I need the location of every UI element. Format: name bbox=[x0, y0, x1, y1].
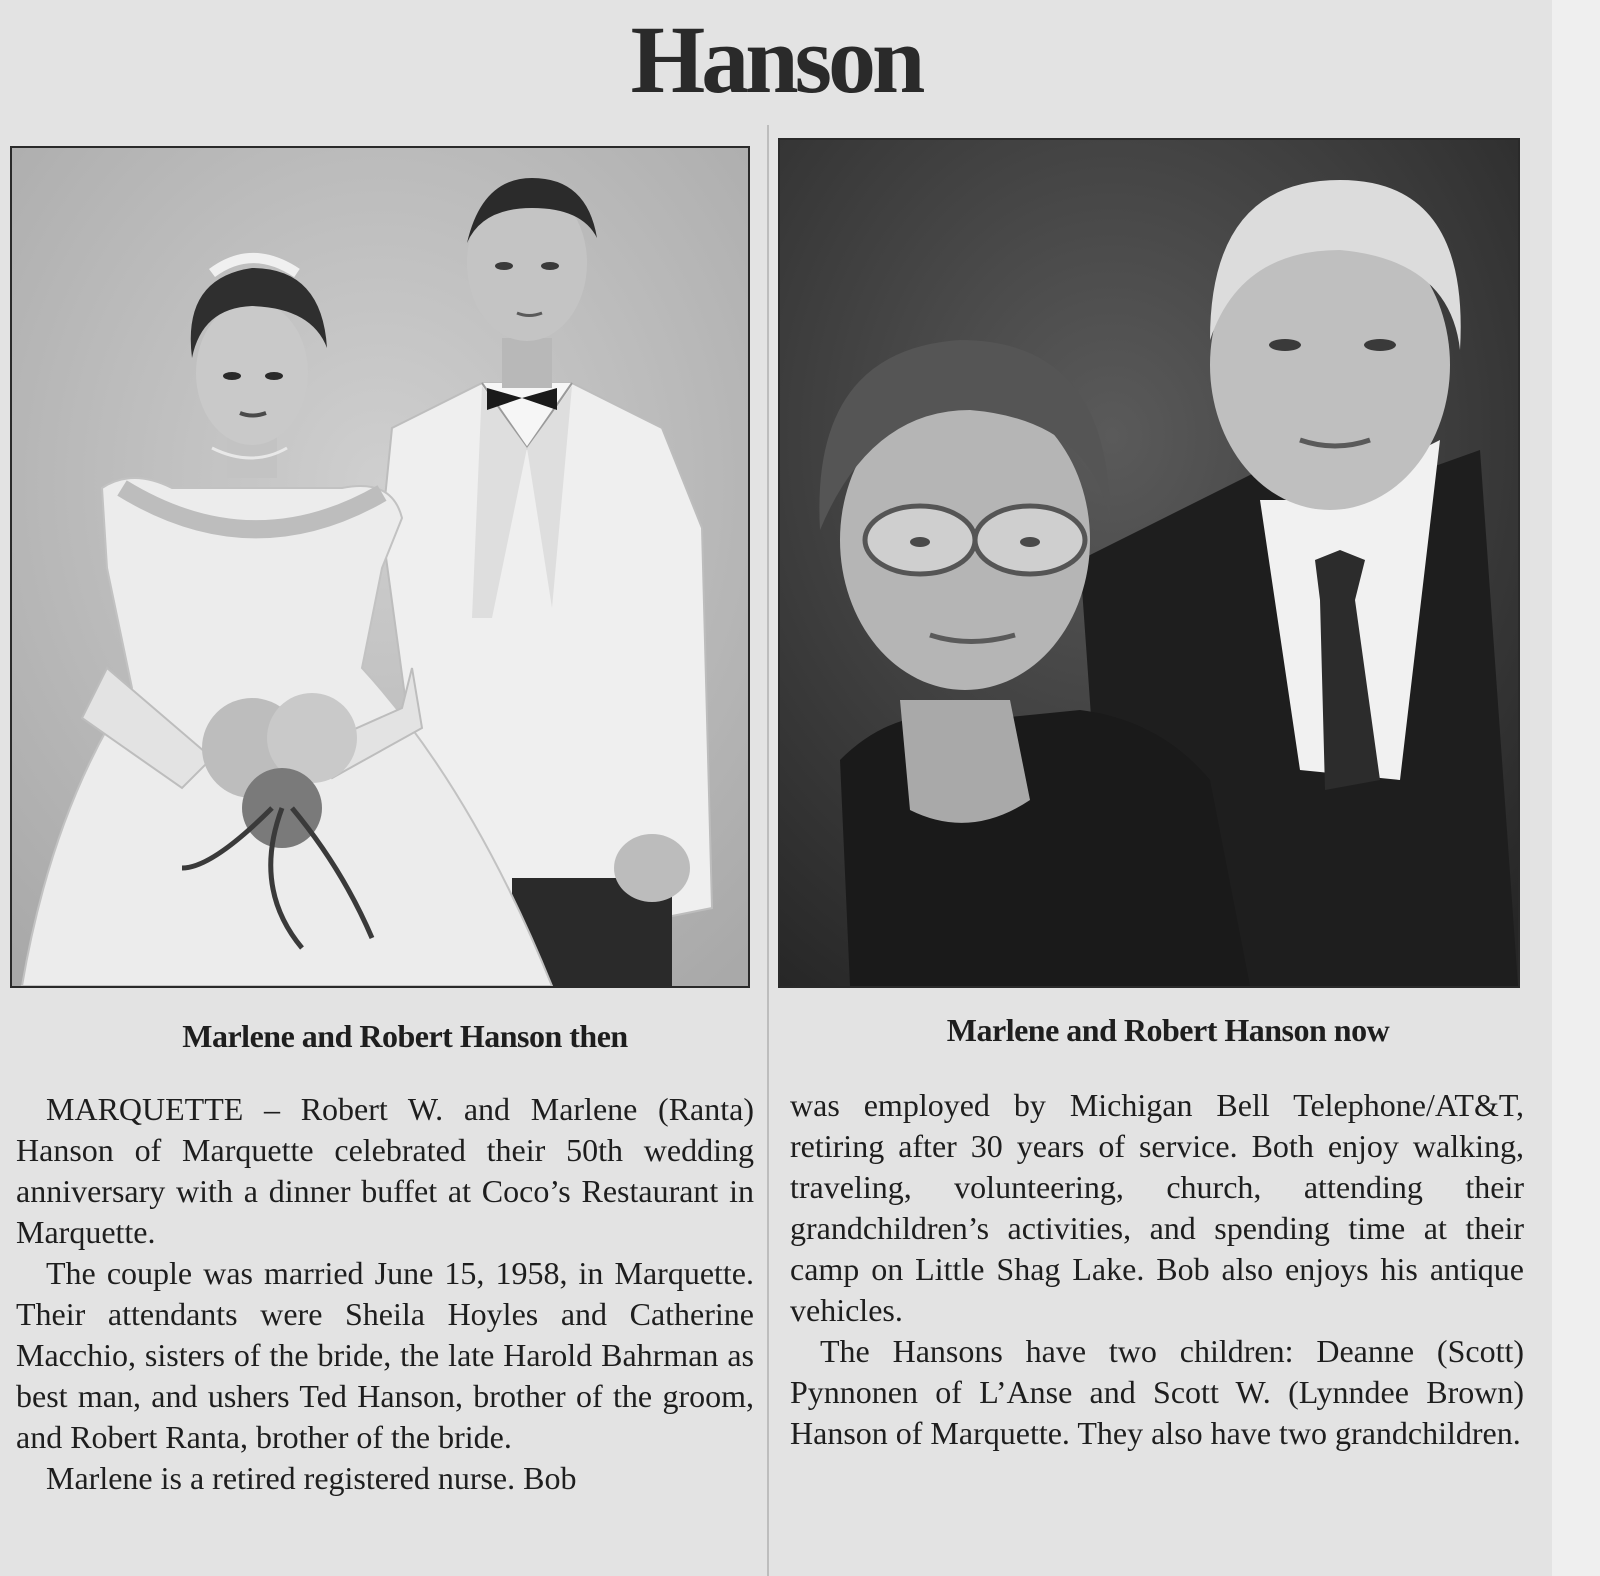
wedding-photo-then bbox=[10, 146, 750, 988]
anniversary-photo-now bbox=[778, 138, 1520, 988]
article-paragraph: was employed by Michigan Bell Telephone/AT&T, retiring after 30 years of service. Both enjoy walking, traveling, volunteering, church, attending their grandchildren’s activities, and spending time at their camp on Little Shag Lake. Bob also enjoys his antique vehicles. bbox=[790, 1087, 1524, 1328]
article-column-right bbox=[790, 1085, 1524, 1454]
article-paragraph: The couple was married June 15, 1958, in Marquette. Their attendants were Sheila Hoyles and Catherine Macchio, sisters of the bride, the late Harold Bahrman as best man, and ushers Ted Hanson, brother of the groom, and Robert Ranta, brother of the bride. bbox=[16, 1255, 754, 1455]
anniversary-photo-illustration bbox=[780, 140, 1518, 986]
article-column-left bbox=[16, 1089, 754, 1499]
article-paragraph: Marlene is a retired registered nurse. Bob bbox=[46, 1460, 577, 1496]
photo-caption-then: Marlene and Robert Hanson then bbox=[182, 1018, 628, 1054]
photo-caption-now: Marlene and Robert Hanson now bbox=[946, 1012, 1390, 1048]
article-paragraph: MARQUETTE – Robert W. and Marlene (Ranta) Hanson of Marquette celebrated their 50th wedding anniversary with a dinner buffet at Coco’s Restaurant in Marquette. bbox=[16, 1091, 754, 1250]
wedding-photo-illustration bbox=[12, 148, 748, 986]
column-divider bbox=[767, 125, 769, 1576]
article-paragraph: The Hansons have two children: Deanne (Scott) Pynnonen of L’Anse and Scott W. (Lynndee Brown) Hanson of Marquette. They also have two grandchildren. bbox=[790, 1333, 1524, 1451]
article-headline: Hanson bbox=[630, 6, 922, 113]
scan-margin bbox=[1552, 0, 1600, 1576]
